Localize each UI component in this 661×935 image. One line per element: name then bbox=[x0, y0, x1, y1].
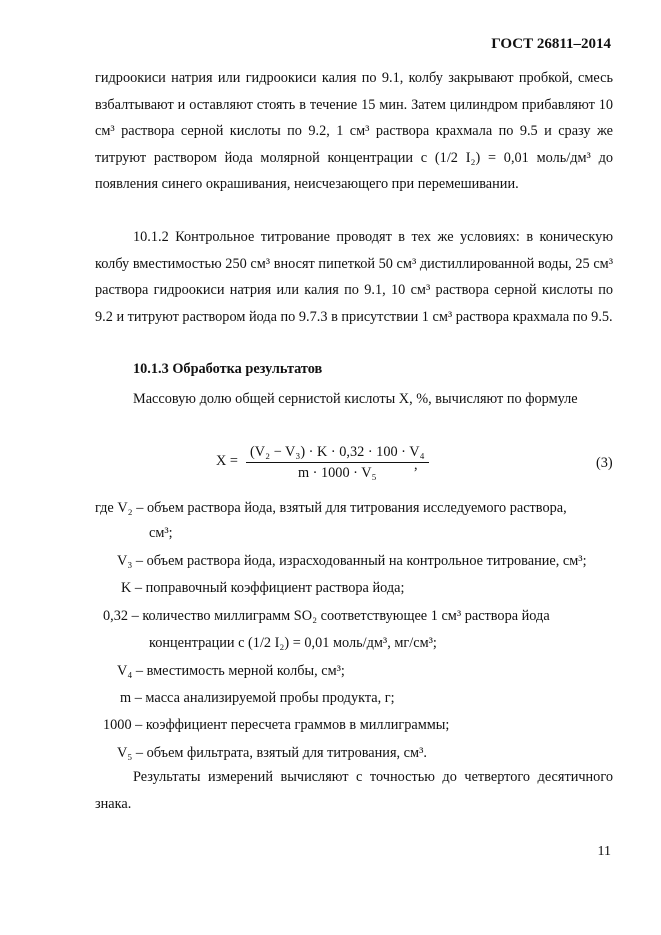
where-line-k: K – поправочный коэффициент раствора йода; bbox=[121, 580, 405, 596]
where-line-v2: где V₂ – объем раствора йода, взятый для титрования исследуемого раствора, bbox=[95, 500, 567, 516]
where-line-1000: 1000 – коэффициент пересчета граммов в миллиграммы; bbox=[103, 717, 450, 733]
where-line-m: m – масса анализируемой пробы продукта, г; bbox=[120, 690, 395, 706]
paragraph-2: 10.1.2 Контрольное титрование проводят в тех же условиях: в коническую колбу вместимостью 250 см³ вносят пипеткой 50 см³ дистиллированной воды, 25 см³ раствора гидроокиси натрия или калия по 9.1, 10 см³ раствора серной кислоты по 9.2 и титруют раствором йода по 9.7.3 в присутствии 1 см³ раствора крахмала по 9.5. bbox=[95, 229, 613, 325]
formula-denominator: m · 1000 · V₅ bbox=[297, 465, 377, 481]
where-line-v3: V₃ – объем раствора йода, израсходованный на контрольное титрование, см³; bbox=[117, 553, 587, 569]
where-line-032-cont: концентрации c (1/2 I₂) = 0,01 моль/дм³, мг/см³; bbox=[149, 635, 437, 651]
formula-3 bbox=[216, 442, 446, 486]
where-line-032: 0,32 – количество миллиграмм SO₂ соответствующее 1 см³ раствора йода bbox=[103, 608, 550, 624]
formula-fraction bbox=[246, 442, 429, 483]
page-number: 11 bbox=[597, 844, 611, 859]
paragraph-4: Результаты измерений вычисляют с точностью до четвертого десятичного знака. bbox=[95, 769, 613, 812]
where-line-v5: V₅ – объем фильтрата, взятый для титрования, см³. bbox=[117, 745, 427, 761]
formula-trail: , bbox=[414, 457, 418, 473]
where-line-v4: V₄ – вместимость мерной колбы, см³; bbox=[117, 663, 345, 679]
formula-lhs: X = bbox=[216, 453, 238, 469]
where-line-v2-unit: см³; bbox=[149, 525, 173, 541]
section-title: 10.1.3 Обработка результатов bbox=[133, 361, 323, 377]
paragraph-3: Массовую долю общей сернистой кислоты X, %, вычисляют по формуле bbox=[133, 391, 578, 407]
page-header: ГОСТ 26811–2014 bbox=[491, 36, 611, 52]
formula-numerator: (V₂ − V₃) · K · 0,32 · 100 · V₄ bbox=[246, 442, 429, 463]
paragraph-1: гидроокиси натрия или гидроокиси калия по 9.1, колбу закрывают пробкой, смесь взбалтывают и оставляют стоять в течение 15 мин. Затем цилиндром прибавляют 10 см³ раствора серной кислоты по 9.2, 1 см³ раствора крахмала по 9.5 и сразу же титруют раствором йода молярной концентрации c (1/2 I₂) = 0,01 моль/дм³ до появления синего окрашивания, неисчезающего при перемешивании. bbox=[95, 70, 613, 192]
formula-number: (3) bbox=[596, 455, 613, 471]
